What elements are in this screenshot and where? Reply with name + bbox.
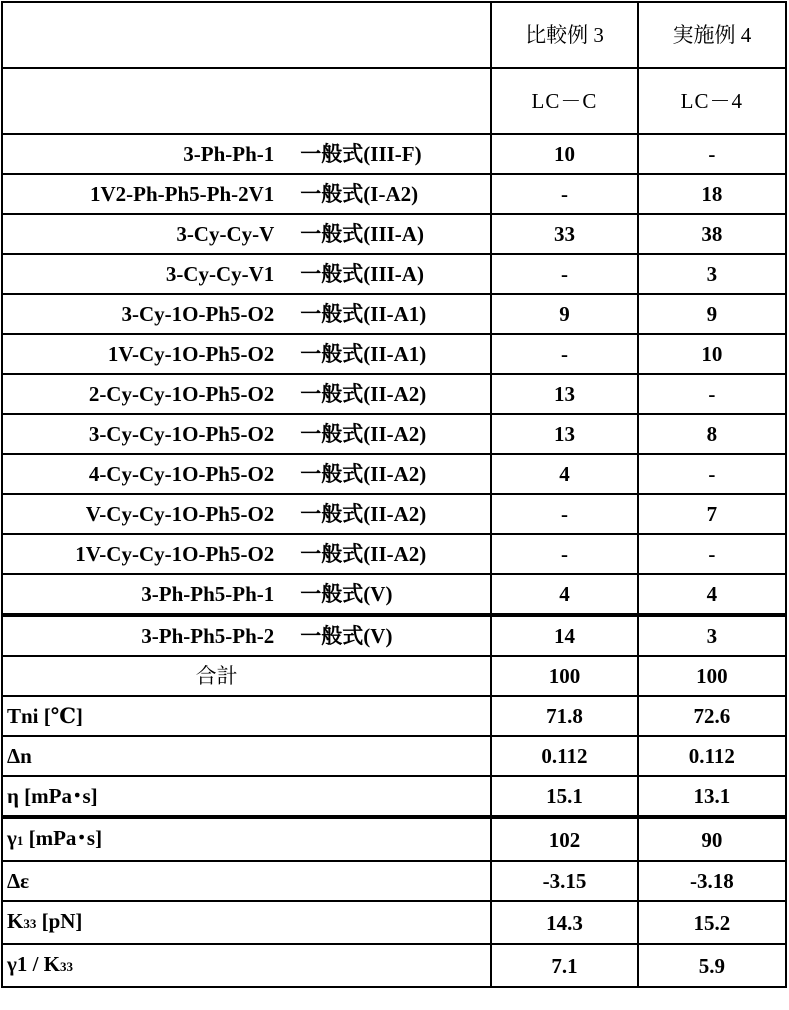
- table-row: [2, 134, 786, 174]
- table-row: [2, 374, 786, 414]
- label-unit: [pN]: [36, 909, 83, 933]
- property-row-gamma1-over-k33: [2, 944, 786, 987]
- property-row-eta: [2, 776, 786, 817]
- table-row: [2, 454, 786, 494]
- value-cell: 102: [491, 817, 637, 861]
- value-cell: 13: [491, 374, 637, 414]
- value-cell: 4: [491, 454, 637, 494]
- label-main: K: [7, 909, 24, 933]
- value-cell: 71.8: [491, 696, 637, 736]
- compound-name: 2-Cy-Cy-1O-Ph5-O2: [88, 382, 275, 406]
- value-cell: -: [638, 374, 786, 414]
- value-cell: 3: [638, 254, 786, 294]
- subheader-lc-c: LC－C: [491, 68, 637, 134]
- general-formula: 一般式(II-A2): [300, 502, 427, 526]
- value-cell: 4: [638, 574, 786, 615]
- value-cell: 13: [491, 414, 637, 454]
- label-unit: [mPa･s]: [23, 826, 103, 850]
- value-cell: 72.6: [638, 696, 786, 736]
- value-cell: -: [638, 454, 786, 494]
- general-formula: 一般式(I-A2): [300, 182, 419, 206]
- value-cell: 18: [638, 174, 786, 214]
- value-cell: -3.18: [638, 861, 786, 901]
- subheader-lc-4: LC－4: [638, 68, 786, 134]
- total-row: [2, 656, 786, 696]
- value-cell: -: [638, 534, 786, 574]
- value-cell: 10: [491, 134, 637, 174]
- value-cell: 14.3: [491, 901, 637, 944]
- compound-name: 4-Cy-Cy-1O-Ph5-O2: [88, 462, 275, 486]
- value-cell: 5.9: [638, 944, 786, 987]
- compound-name: 1V2-Ph-Ph5-Ph-2V1: [89, 182, 275, 206]
- value-cell: 0.112: [638, 736, 786, 776]
- property-label: [2, 817, 491, 861]
- value-cell: 13.1: [638, 776, 786, 817]
- general-formula: 一般式(III-F): [300, 142, 422, 166]
- total-label: 合計: [2, 656, 491, 696]
- value-cell: 7.1: [491, 944, 637, 987]
- general-formula: 一般式(III-A): [300, 222, 424, 246]
- property-label: [2, 944, 491, 987]
- property-label: Δn: [2, 736, 491, 776]
- property-label: [2, 901, 491, 944]
- general-formula: 一般式(V): [300, 582, 393, 606]
- header-blank: [2, 2, 491, 68]
- label-subscript: 33: [23, 916, 37, 931]
- compound-name: 3-Ph-Ph5-Ph-2: [141, 624, 275, 648]
- property-label: Δε: [2, 861, 491, 901]
- compound-name: V-Cy-Cy-1O-Ph5-O2: [85, 502, 275, 526]
- general-formula: 一般式(II-A2): [300, 542, 427, 566]
- value-cell: 33: [491, 214, 637, 254]
- value-cell: -: [491, 174, 637, 214]
- value-cell: -: [491, 334, 637, 374]
- value-cell: -: [638, 134, 786, 174]
- value-cell: 14: [491, 615, 637, 656]
- table-row: [2, 214, 786, 254]
- general-formula: 一般式(V): [300, 624, 393, 648]
- value-cell: 3: [638, 615, 786, 656]
- general-formula: 一般式(II-A2): [300, 462, 427, 486]
- label-subscript: 33: [60, 959, 73, 974]
- label-main: γ: [7, 826, 17, 850]
- compound-name: 1V-Cy-1O-Ph5-O2: [107, 342, 275, 366]
- table-row: [2, 494, 786, 534]
- property-row-delta-n: [2, 736, 786, 776]
- value-cell: 15.1: [491, 776, 637, 817]
- compound-name: 3-Ph-Ph5-Ph-1: [141, 582, 275, 606]
- total-value: 100: [491, 656, 637, 696]
- label-subscript: 1: [16, 833, 24, 848]
- value-cell: 0.112: [491, 736, 637, 776]
- general-formula: 一般式(II-A1): [300, 302, 427, 326]
- table-row: [2, 414, 786, 454]
- table-row: [2, 534, 786, 574]
- value-cell: 15.2: [638, 901, 786, 944]
- header-example-4: 実施例 4: [638, 2, 786, 68]
- table-row: [2, 254, 786, 294]
- table-row: [2, 174, 786, 214]
- table-row: [2, 574, 786, 615]
- value-cell: 9: [638, 294, 786, 334]
- value-cell: 10: [638, 334, 786, 374]
- compound-name: 3-Cy-Cy-V: [176, 222, 275, 246]
- general-formula: 一般式(III-A): [300, 262, 424, 286]
- compound-name: 3-Cy-Cy-1O-Ph5-O2: [88, 422, 275, 446]
- general-formula: 一般式(II-A1): [300, 342, 427, 366]
- value-cell: -: [491, 494, 637, 534]
- property-label: Tni [℃]: [2, 696, 491, 736]
- property-row-tni: [2, 696, 786, 736]
- table-row: [2, 334, 786, 374]
- composition-table: [1, 1, 787, 988]
- value-cell: 38: [638, 214, 786, 254]
- value-cell: 4: [491, 574, 637, 615]
- compound-name: 1V-Cy-Cy-1O-Ph5-O2: [75, 542, 275, 566]
- subheader-row: [2, 68, 786, 134]
- subheader-blank: [2, 68, 491, 134]
- value-cell: 9: [491, 294, 637, 334]
- table-row: [2, 615, 786, 656]
- property-row-k33: [2, 901, 786, 944]
- label-main: γ1 / K: [7, 952, 60, 976]
- table-row: [2, 294, 786, 334]
- property-row-gamma1: [2, 817, 786, 861]
- value-cell: -3.15: [491, 861, 637, 901]
- compound-name: 3-Cy-1O-Ph5-O2: [121, 302, 275, 326]
- value-cell: 8: [638, 414, 786, 454]
- general-formula: 一般式(II-A2): [300, 382, 427, 406]
- total-value: 100: [638, 656, 786, 696]
- compound-name: 3-Cy-Cy-V1: [165, 262, 275, 286]
- value-cell: 90: [638, 817, 786, 861]
- header-row: [2, 2, 786, 68]
- compound-name: 3-Ph-Ph-1: [183, 142, 275, 166]
- value-cell: -: [491, 254, 637, 294]
- general-formula: 一般式(II-A2): [300, 422, 427, 446]
- property-label: η [mPa･s]: [2, 776, 491, 817]
- value-cell: 7: [638, 494, 786, 534]
- value-cell: -: [491, 534, 637, 574]
- property-row-delta-epsilon: [2, 861, 786, 901]
- header-comparative-example-3: 比較例 3: [491, 2, 637, 68]
